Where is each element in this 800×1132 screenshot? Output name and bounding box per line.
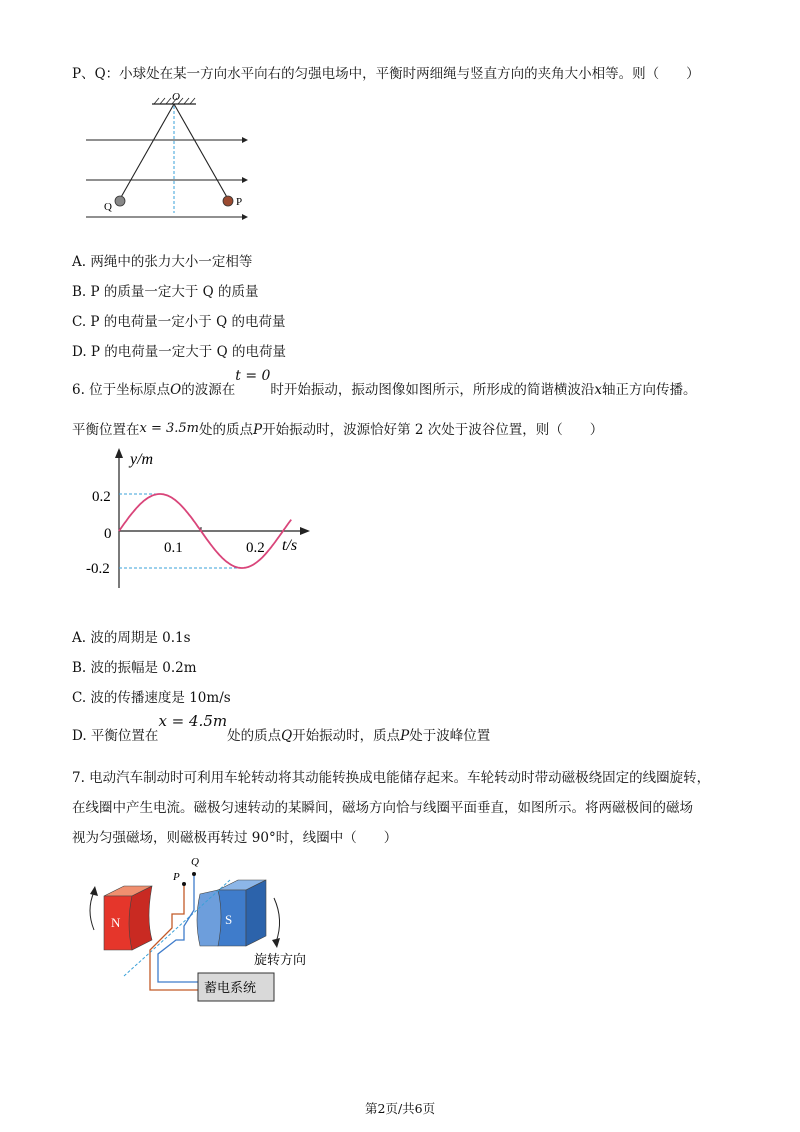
label-q: Q: [191, 856, 199, 868]
ball-p: [223, 196, 233, 206]
q6-option-a: A. 波的周期是 0.1s: [72, 630, 191, 646]
coil-wire-blue: [158, 874, 198, 982]
y-tick-label-zero: 0: [104, 526, 112, 542]
ball-q: [115, 196, 125, 206]
coil-wire-orange: [150, 884, 198, 990]
label-n: N: [111, 915, 121, 930]
y-tick-label-top: 0.2: [92, 489, 111, 505]
q6-option-b: B. 波的振幅是 0.2m: [72, 660, 197, 676]
storage-label: 蓄电系统: [204, 980, 257, 995]
y-axis-label: y/m: [130, 451, 154, 468]
field-arrow-3: [242, 214, 248, 220]
rotation-arrow-right: [274, 898, 280, 942]
q5-option-b: B. P 的质量一定大于 Q 的质量: [72, 284, 259, 300]
q6-vibration-chart: [80, 446, 320, 596]
field-arrow-1: [242, 137, 248, 143]
q7-stem-line3: 视为匀强磁场，则磁极再转过 90°时，线圈中（ ）: [72, 830, 398, 846]
x-axis-arrow: [300, 527, 310, 535]
q6-stem-line2: 平衡位置在x = 3.5m处的质点P开始振动时，波源恰好第 2 次处于波谷位置，则（ ）: [72, 421, 604, 438]
field-arrow-2: [242, 177, 248, 183]
q5-option-a: A. 两绳中的张力大小一定相等: [72, 254, 253, 270]
q7-stem-line1: 7. 电动汽车制动时可利用车轮转动将其动能转换成电能储存起来。车轮转动时带动磁极绕固定的线圈旋转，: [72, 770, 711, 786]
q5-option-c: C. P 的电荷量一定小于 Q 的电荷量: [72, 314, 286, 330]
x-tick-label-0.1: 0.1: [164, 540, 183, 556]
label-s: S: [225, 912, 233, 927]
y-tick-label-bottom: -0.2: [86, 561, 110, 577]
rotation-arrow-left: [90, 892, 94, 930]
q6-stem: 6. 位于坐标原点O的波源在t = 0时开始振动，振动图像如图所示，所形成的简谐横波沿x轴正方向传播。: [72, 368, 697, 398]
q7-stem-line2: 在线圈中产生电流。磁极匀速转动的某瞬间，磁场方向恰与线圈平面垂直，如图所示。将两磁极间的磁场: [72, 800, 693, 816]
q6-option-d: D. 平衡位置在x = 4.5m处的质点Q开始振动时，质点P处于波峰位置: [72, 712, 491, 744]
label-p: P: [236, 196, 243, 208]
q5-figure: [84, 88, 264, 228]
q5-stem: P、Q：小球处在某一方向水平向右的匀强电场中，平衡时两细绳与竖直方向的夹角大小相等。则（ ）: [72, 66, 700, 82]
q7-figure: [80, 850, 330, 1015]
rotation-label: 旋转方向: [254, 952, 307, 967]
x-axis-label: t/s: [282, 537, 298, 554]
q5-option-d: D. P 的电荷量一定大于 Q 的电荷量: [72, 344, 286, 360]
page-footer: 第2页/共6页: [365, 1101, 436, 1116]
label-q: Q: [104, 201, 112, 213]
label-o: O: [172, 91, 180, 103]
x-tick-label-0.2: 0.2: [246, 540, 265, 556]
q6-option-c: C. 波的传播速度是 10m/s: [72, 690, 231, 706]
y-axis-arrow: [115, 448, 123, 458]
label-p: P: [173, 871, 180, 883]
